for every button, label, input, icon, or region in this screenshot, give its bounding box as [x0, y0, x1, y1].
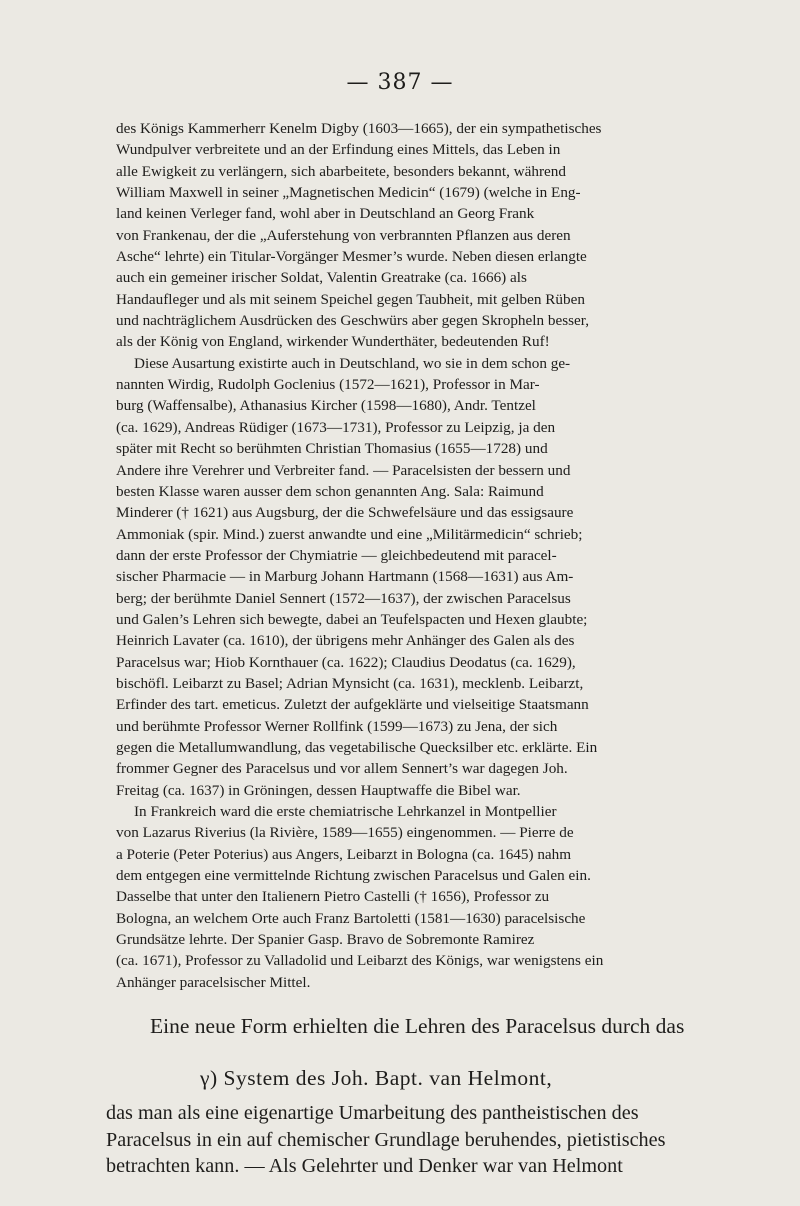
text-line: Erfinder des tart. emeticus. Zuletzt der aufgeklärte und vielseitige Staatsmann	[116, 696, 589, 714]
text-line: berg; der berühmte Daniel Sennert (1572—1637), der zwischen Paracelsus	[116, 589, 571, 607]
text-line: gegen die Metallumwandlung, das vegetabilische Quecksilber etc. erklärte. Ein	[116, 738, 598, 756]
page-number: — 387 —	[346, 70, 454, 95]
text-line: Minderer († 1621) aus Augsburg, der die Schwefelsäure und das essigsaure	[116, 504, 574, 522]
text-line: Diese Ausartung existirte auch in Deutschland, wo sie in dem schon ge-	[134, 354, 571, 372]
text-line: burg (Waffensalbe), Athanasius Kircher (1598—1680), Andr. Tentzel	[116, 397, 536, 415]
text-line: Grundsätze lehrte. Der Spanier Gasp. Bravo de Sobremonte Ramirez	[116, 931, 535, 949]
text-line: Andere ihre Verehrer und Verbreiter fand. — Paracelsisten der bessern und	[116, 461, 571, 479]
text-line: Bologna, an welchem Orte auch Franz Bartoletti (1581—1630) paracelsische	[116, 909, 586, 927]
text-line: auch ein gemeiner irischer Soldat, Valentin Greatrake (ca. 1666) als	[116, 269, 527, 287]
text-line: Asche“ lehrte) ein Titular-Vorgänger Mesmer’s wurde. Neben diesen erlangte	[116, 248, 587, 266]
text-line: Heinrich Lavater (ca. 1610), der übrigens mehr Anhänger des Galen als des	[116, 632, 575, 650]
text-line: alle Ewigkeit zu verlängern, sich abarbeitete, besonders bekannt, während	[116, 162, 566, 180]
text-line: Dasselbe that unter den Italienern Pietro Castelli († 1656), Professor zu	[116, 888, 550, 906]
text-line: sischer Pharmacie — in Marburg Johann Hartmann (1568—1631) aus Am-	[116, 568, 574, 586]
text-line: (ca. 1629), Andreas Rüdiger (1673—1731), Professor zu Leipzig, ja den	[116, 418, 556, 436]
text-line: land keinen Verleger fand, wohl aber in Deutschland an Georg Frank	[116, 205, 535, 223]
text-line: von Lazarus Riverius (la Rivière, 1589—1655) eingenommen. — Pierre de	[116, 824, 574, 842]
text-line: Anhänger paracelsischer Mittel.	[116, 973, 311, 991]
tail-text	[106, 1100, 665, 1180]
text-line: dann der erste Professor der Chymiatrie — gleichbedeutend mit paracel-	[116, 546, 557, 564]
text-line: von Frankenau, der die „Auferstehung von verbrannten Pflanzen aus deren	[116, 226, 571, 244]
text-line: In Frankreich ward die erste chemiatrische Lehrkanzel in Montpellier	[134, 803, 557, 820]
body-text	[116, 118, 736, 993]
text-line: Freitag (ca. 1637) in Gröningen, dessen Hauptwaffe die Bibel war.	[116, 781, 521, 799]
text-line: a Poterie (Peter Poterius) aus Angers, Leibarzt in Bologna (ca. 1645) nahm	[116, 845, 572, 863]
text-line: (ca. 1671), Professor zu Valladolid und Leibarzt des Königs, war wenigstens ein	[116, 952, 604, 970]
text-line: Handaufleger und als mit seinem Speichel gegen Taubheit, mit gelben Rüben	[116, 290, 585, 308]
text-line: und berühmte Professor Werner Rollfink (1599—1673) zu Jena, der sich	[116, 717, 558, 735]
text-line: später mit Recht so berühmten Christian Thomasius (1655—1728) und	[116, 440, 548, 458]
text-line: betrachten kann. — Als Gelehrter und Denker war van Helmont	[106, 1155, 623, 1177]
text-line: dem entgegen eine vermittelnde Richtung zwischen Paracelsus und Galen ein.	[116, 867, 591, 885]
text-line: bischöfl. Leibarzt zu Basel; Adrian Mynsicht (ca. 1631), mecklenb. Leibarzt,	[116, 674, 584, 692]
section-title: γ) System des Joh. Bapt. van Helmont,	[200, 1066, 553, 1090]
text-line: das man als eine eigenartige Umarbeitung des pantheistischen des	[106, 1102, 639, 1124]
text-line: nannten Wirdig, Rudolph Goclenius (1572—1621), Professor in Mar-	[116, 376, 540, 394]
text-line: besten Klasse waren ausser dem schon genannten Ang. Sala: Raimund	[116, 482, 544, 500]
text-line: Ammoniak (spir. Mind.) zuerst anwandte und eine „Militärmedicin“ schrieb;	[116, 525, 583, 543]
text-line: William Maxwell in seiner „Magnetischen Medicin“ (1679) (welche in Eng-	[116, 184, 581, 202]
text-line: des Königs Kammerherr Kenelm Digby (1603—1665), der ein sympathetisches	[116, 120, 602, 137]
text-line: und nachträglichem Ausdrücken des Geschwürs aber gegen Skropheln besser,	[116, 312, 590, 330]
text-line: als der König von England, wirkender Wunderthäter, bedeutenden Ruf!	[116, 333, 550, 351]
text-line: Wundpulver verbreitete und an der Erfindung eines Mittels, das Leben in	[116, 141, 561, 159]
text-line: frommer Gegner des Paracelsus und vor allem Sennert’s war dagegen Joh.	[116, 760, 568, 778]
transition-heading: Eine neue Form erhielten die Lehren des Paracelsus durch das	[150, 1014, 685, 1038]
text-line: und Galen’s Lehren sich bewegte, dabei an Teufelspacten und Hexen glaubte;	[116, 610, 588, 628]
text-line: Paracelsus in ein auf chemischer Grundlage beruhendes, pietistisches	[106, 1128, 666, 1151]
text-line: Paracelsus war; Hiob Kornthauer (ca. 1622); Claudius Deodatus (ca. 1629),	[116, 653, 576, 671]
